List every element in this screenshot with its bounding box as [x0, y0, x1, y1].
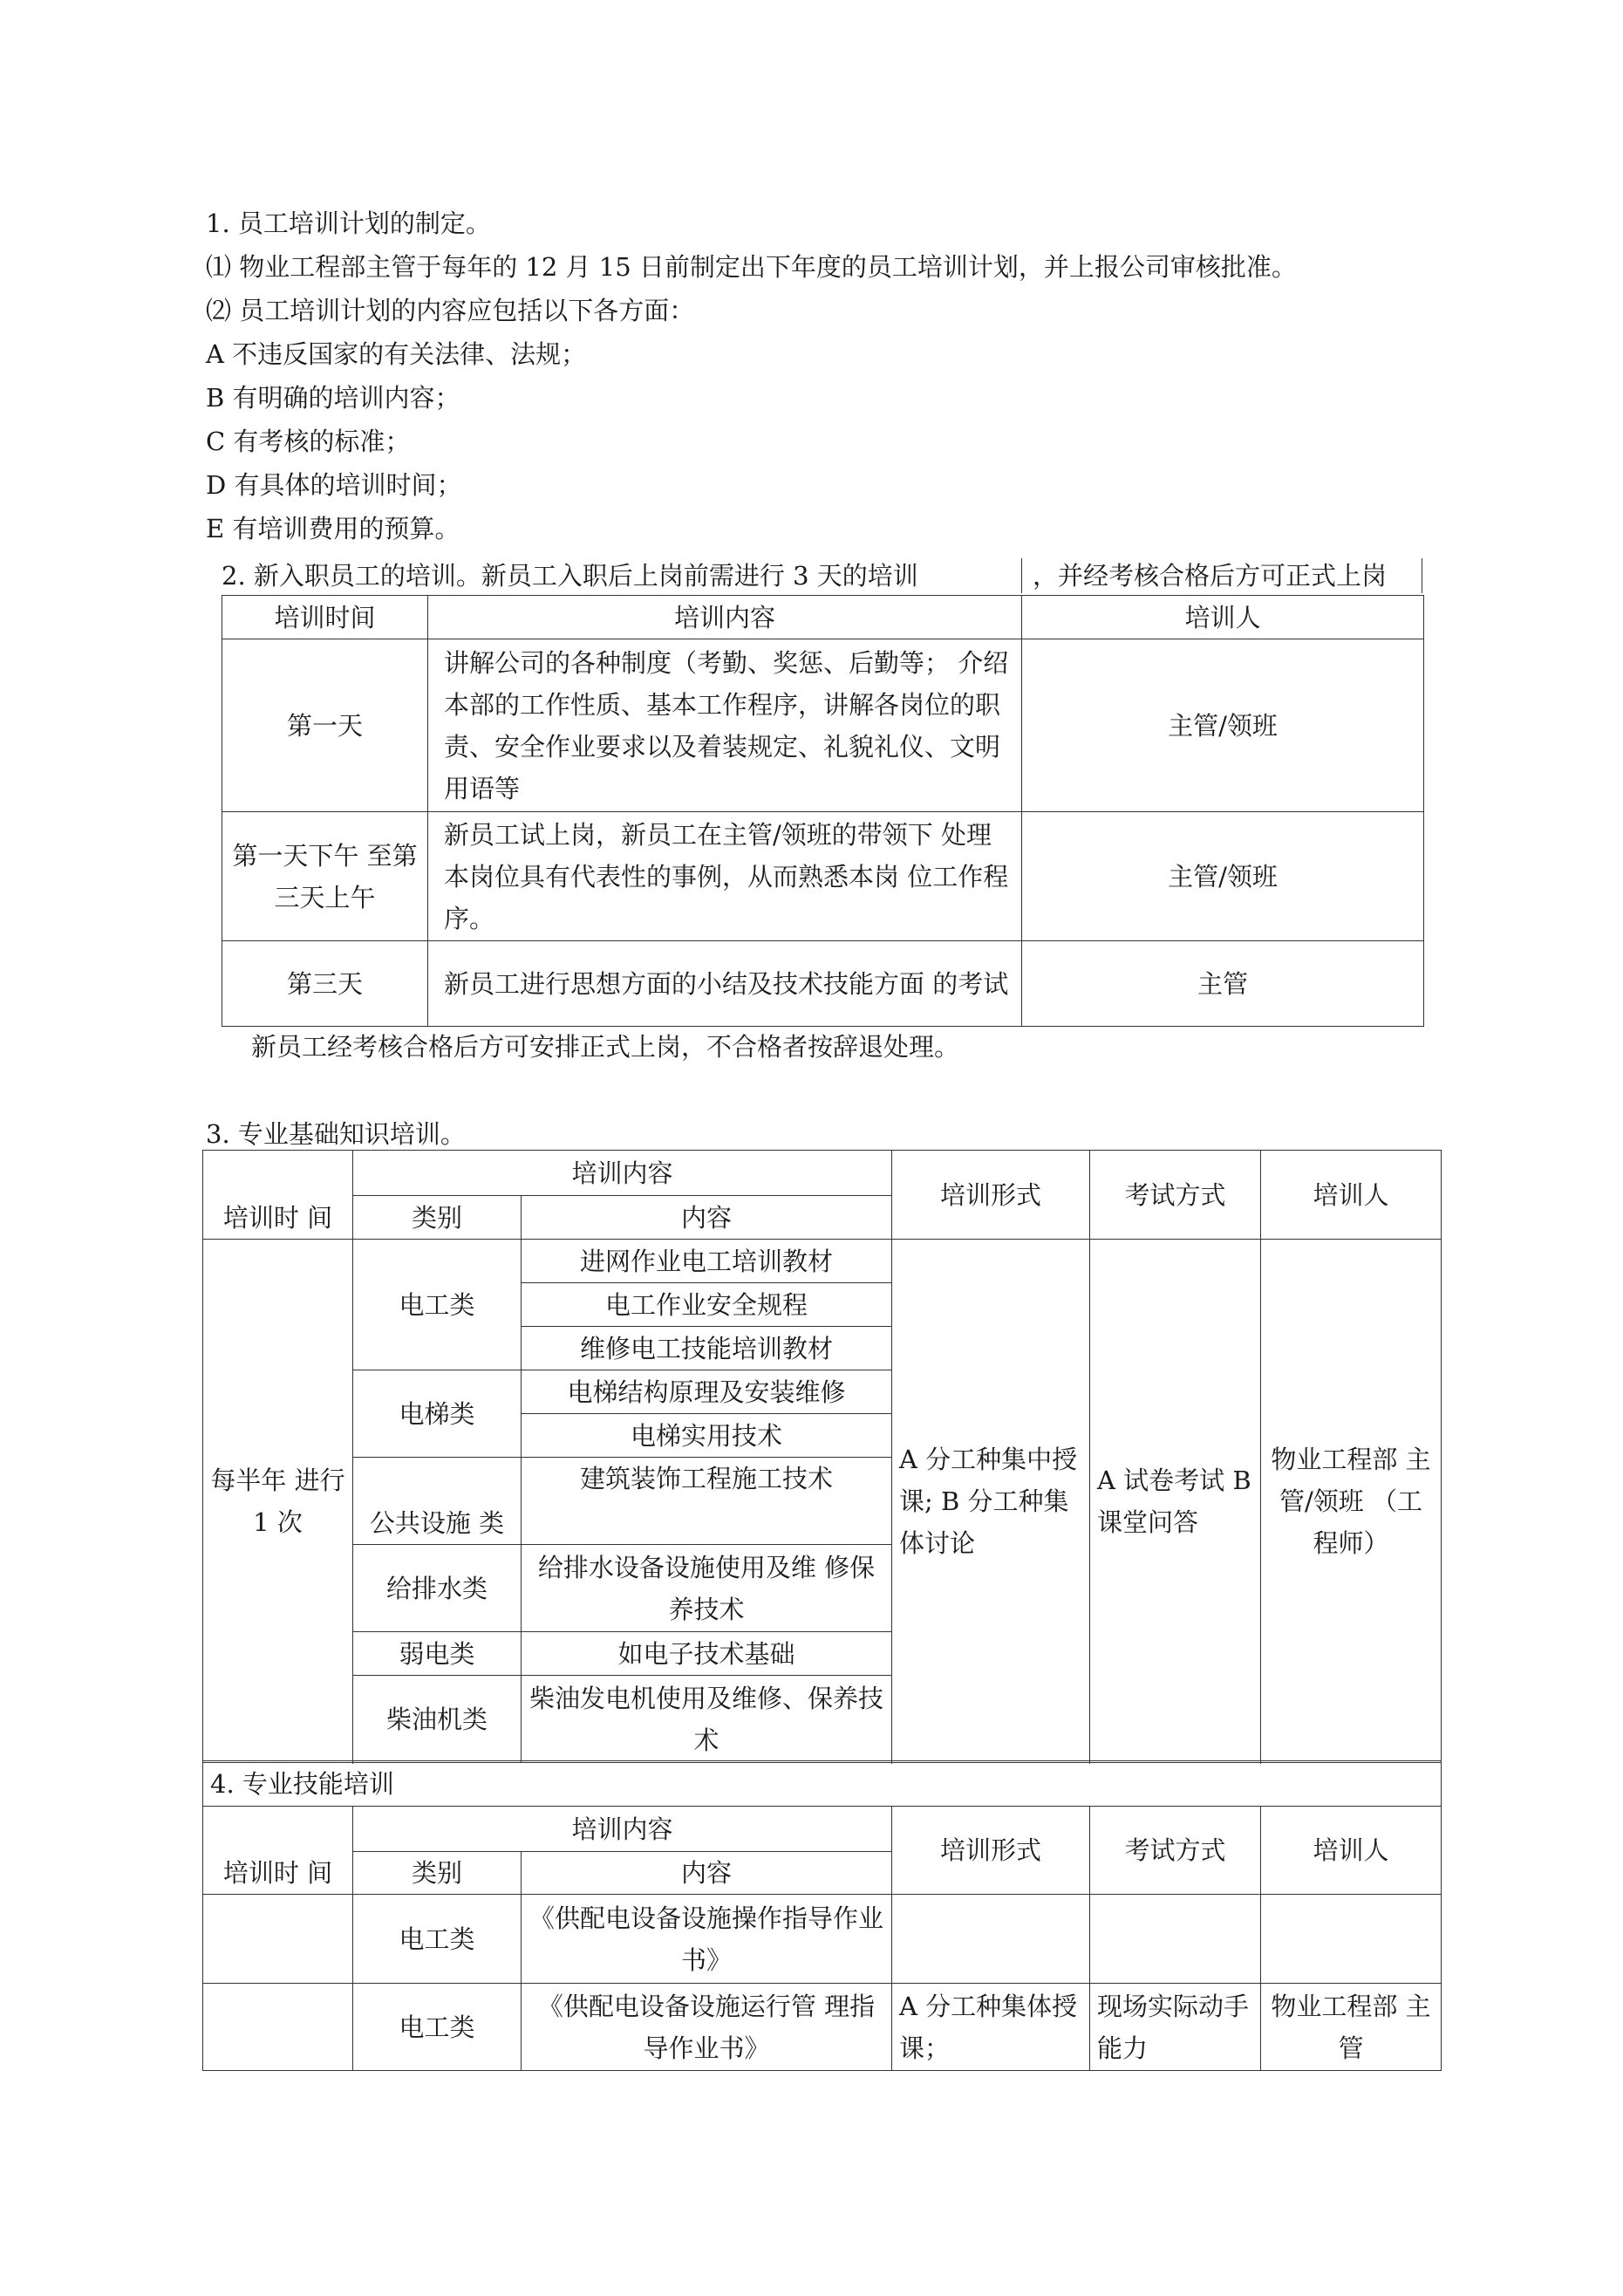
- s3-electric-item2: 电工作业安全规程: [522, 1283, 892, 1327]
- s4-header-content: 培训内容: [353, 1807, 892, 1852]
- header-training-content: 培训内容: [428, 596, 1022, 639]
- section2-heading: 2. 新入职员工的培训。新员工入职后上岗前需进行 3 天的培训: [222, 561, 918, 591]
- s3-form: A 分工种集中授课; B 分工种集体讨论: [892, 1240, 1090, 1763]
- section1-item-a: A 不违反国家的有关法律、法规；: [206, 339, 587, 369]
- header-trainer: 培训人: [1022, 596, 1424, 639]
- s3-cat-weak: 弱电类: [353, 1632, 522, 1676]
- s3-cat-electric: 电工类: [353, 1240, 522, 1370]
- s3-header-time: 培训时 间: [203, 1151, 353, 1240]
- section2-heading-bar: [222, 558, 1422, 593]
- s4-row1-exam: [1090, 1895, 1261, 1984]
- new-employee-training-table: [222, 595, 1424, 1027]
- s4-header-time: 培训时 间: [203, 1807, 353, 1895]
- section2-note: 新员工经考核合格后方可安排正式上岗，不合格者按辞退处理。: [251, 1032, 960, 1062]
- s3-header-trainer: 培训人: [1261, 1151, 1442, 1240]
- s3-elevator-item1: 电梯结构原理及安装维修: [522, 1370, 892, 1414]
- s3-public-item: 建筑装饰工程施工技术: [522, 1458, 892, 1545]
- row2-time: 第一天下午 至第三天上午: [222, 812, 428, 941]
- s3-elevator-item2: 电梯实用技术: [522, 1414, 892, 1458]
- section1-item1: ⑴ 物业工程部主管于每年的 12 月 15 日前制定出下年度的员工培训计划，并上报公司审核批准。: [206, 252, 1297, 282]
- section1-item-b: B 有明确的培训内容；: [206, 383, 460, 413]
- s3-exam: A 试卷考试 B 课堂问答: [1090, 1240, 1261, 1763]
- s4-header-form: 培训形式: [892, 1807, 1090, 1895]
- section4-heading: 4. 专业技能培训: [203, 1761, 1442, 1807]
- section1-item2: ⑵ 员工培训计划的内容应包括以下各方面：: [206, 296, 695, 325]
- s4-header-exam: 考试方式: [1090, 1807, 1261, 1895]
- s4-row2-time: [203, 1984, 353, 2071]
- section2-heading-divider: [1021, 558, 1022, 593]
- row3-content: 新员工进行思想方面的小结及技术技能方面 的考试: [428, 941, 1022, 1027]
- s3-time: 每半年 进行 1 次: [203, 1240, 353, 1763]
- s4-row2-content: 《供配电设备设施运行管 理指导作业书》: [522, 1984, 892, 2071]
- s3-trainer: 物业工程部 主管/领班 （工程师）: [1261, 1240, 1442, 1763]
- s4-row2-trainer: 物业工程部 主管: [1261, 1984, 1442, 2071]
- skills-training-table: [202, 1760, 1442, 2071]
- header-training-time: 培训时间: [222, 596, 428, 639]
- basic-knowledge-training-table: [202, 1150, 1442, 1763]
- s3-header-form: 培训形式: [892, 1151, 1090, 1240]
- row1-time: 第一天: [222, 639, 428, 812]
- s3-weak-item: 如电子技术基础: [522, 1632, 892, 1676]
- s4-row2-exam: 现场实际动手能力: [1090, 1984, 1261, 2071]
- s4-row2-category: 电工类: [353, 1984, 522, 2071]
- section1-item-c: C 有考核的标准；: [206, 427, 411, 456]
- row2-trainer: 主管/领班: [1022, 812, 1424, 941]
- s3-header-category: 类别: [353, 1196, 522, 1240]
- s3-header-content: 培训内容: [353, 1151, 892, 1196]
- s4-row2-form: A 分工种集体授课；: [892, 1984, 1090, 2071]
- s4-row1-form: [892, 1895, 1090, 1984]
- s3-cat-public: 公共设施 类: [353, 1458, 522, 1545]
- s4-header-category: 类别: [353, 1852, 522, 1895]
- row1-trainer: 主管/领班: [1022, 639, 1424, 812]
- s4-row1-category: 电工类: [353, 1895, 522, 1984]
- row2-content: 新员工试上岗，新员工在主管/领班的带领下 处理本岗位具有代表性的事例，从而熟悉本岗 位工作程序。: [428, 812, 1022, 941]
- s4-header-trainer: 培训人: [1261, 1807, 1442, 1895]
- s4-row1-trainer: [1261, 1895, 1442, 1984]
- s3-electric-item3: 维修电工技能培训教材: [522, 1327, 892, 1370]
- s3-water-item: 给排水设备设施使用及维 修保养技术: [522, 1545, 892, 1632]
- row3-trainer: 主管: [1022, 941, 1424, 1027]
- section3-heading: 3. 专业基础知识培训。: [206, 1119, 466, 1149]
- s3-header-exam: 考试方式: [1090, 1151, 1261, 1240]
- s3-cat-water: 给排水类: [353, 1545, 522, 1632]
- s4-row1-time: [203, 1895, 353, 1984]
- section2-heading-tail: ，并经考核合格后方可正式上岗: [1033, 561, 1388, 591]
- s4-header-detail: 内容: [522, 1852, 892, 1895]
- s3-cat-diesel: 柴油机类: [353, 1676, 522, 1763]
- s3-cat-elevator: 电梯类: [353, 1370, 522, 1458]
- section1-heading: 1. 员工培训计划的制定。: [206, 208, 491, 238]
- s3-diesel-item: 柴油发电机使用及维修、保养技术: [522, 1676, 892, 1763]
- section1-item-e: E 有培训费用的预算。: [206, 514, 460, 543]
- s3-header-detail: 内容: [522, 1196, 892, 1240]
- section1-item-d: D 有具体的培训时间；: [206, 470, 462, 500]
- s3-electric-item1: 进网作业电工培训教材: [522, 1240, 892, 1283]
- row1-content: 讲解公司的各种制度（考勤、奖惩、后勤等； 介绍本部的工作性质、基本工作程序，讲解各岗位的职责、安全作业要求以及着装规定、礼貌礼仪、文明用语等: [428, 639, 1022, 812]
- s4-row1-content: 《供配电设备设施操作指导作业书》: [522, 1895, 892, 1984]
- row3-time: 第三天: [222, 941, 428, 1027]
